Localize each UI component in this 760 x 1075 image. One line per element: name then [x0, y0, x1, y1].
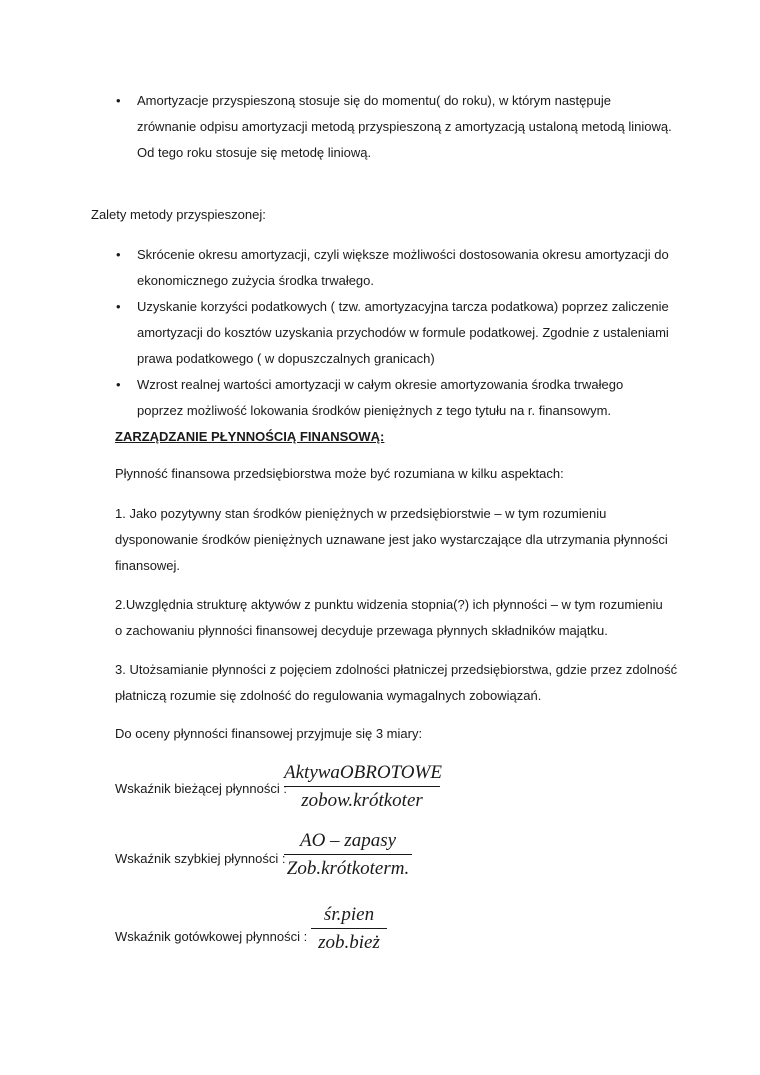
formula-numerator: AktywaOBROTOWE: [284, 762, 442, 783]
text-line: zrównanie odpisu amortyzacji metodą przyspieszoną z amortyzacją ustaloną metodą liniową.: [137, 119, 672, 134]
bullet-marker: •: [116, 377, 121, 392]
text-line: płatniczą rozumie się zdolność do regulowania wymagalnych zobowiązań.: [115, 688, 542, 703]
ratio-label: Wskaźnik gotówkowej płynności :: [115, 929, 308, 944]
text-line: Od tego roku stosuje się metodę liniową.: [137, 145, 372, 160]
text-line: Skrócenie okresu amortyzacji, czyli większe możliwości dostosowania okresu amortyzacji do: [137, 247, 669, 262]
text-line: 1. Jako pozytywny stan środków pieniężnych w przedsiębiorstwie – w tym rozumieniu: [115, 506, 607, 521]
text-line: prawa podatkowego ( w dopuszczalnych granicach): [137, 351, 435, 366]
text-line: ekonomicznego zużycia środka trwałego.: [137, 273, 375, 288]
text-line: 3. Utożsamianie płynności z pojęciem zdolności płatniczej przedsiębiorstwa, gdzie przez zdolność: [115, 662, 678, 677]
bullet-marker: •: [116, 299, 121, 314]
section-heading: ZARZĄDZANIE PŁYNNOŚCIĄ FINANSOWĄ:: [115, 429, 385, 444]
bullet-marker: •: [116, 93, 121, 108]
text-line: 2.Uwzględnia strukturę aktywów z punktu widzenia stopnia(?) ich płynności – w tym rozumieniu: [115, 597, 663, 612]
text-line: poprzez możliwość lokowania środków pieniężnych z tego tytułu na r. finansowym.: [137, 403, 612, 418]
ratio-label: Wskaźnik bieżącej płynności :: [115, 781, 287, 796]
formula-numerator: śr.pien: [323, 904, 375, 925]
text-line: amortyzacji do kosztów uzyskania przychodów w formule podatkowej. Zgodnie z ustaleniami: [137, 325, 669, 340]
ratio-formula: [284, 830, 412, 880]
ratio-formula: [311, 904, 387, 954]
text-line: dysponowanie środków pieniężnych uznawane jest jako wystarczające dla utrzymania płynności: [115, 532, 668, 547]
formula-denominator: zobow.krótkoter: [301, 790, 423, 811]
fraction-bar: [284, 786, 440, 787]
text-line: o zachowaniu płynności finansowej decyduje przewaga płynnych składników majątku.: [115, 623, 608, 638]
paragraph: Płynność finansowa przedsiębiorstwa może być rozumiana w kilku aspektach:: [115, 466, 564, 481]
formula-denominator: Zob.krótkoterm.: [286, 858, 410, 879]
fraction-bar: [284, 854, 412, 855]
formula-numerator: AO – zapasy: [299, 830, 397, 851]
ratio-formula: [284, 762, 440, 812]
text-line: Amortyzacje przyspieszoną stosuje się do momentu( do roku), w którym następuje: [137, 93, 611, 108]
ratio-label: Wskaźnik szybkiej płynności :: [115, 851, 286, 866]
section-heading: Zalety metody przyspieszonej:: [91, 207, 266, 222]
paragraph: Do oceny płynności finansowej przyjmuje się 3 miary:: [115, 726, 423, 741]
bullet-marker: •: [116, 247, 121, 262]
text-line: finansowej.: [115, 558, 181, 573]
text-line: Uzyskanie korzyści podatkowych ( tzw. amortyzacyjna tarcza podatkowa) poprzez zaliczenie: [137, 299, 669, 314]
fraction-bar: [311, 928, 387, 929]
text-line: Wzrost realnej wartości amortyzacji w całym okresie amortyzowania środka trwałego: [137, 377, 624, 392]
formula-denominator: zob.bież: [318, 932, 380, 953]
